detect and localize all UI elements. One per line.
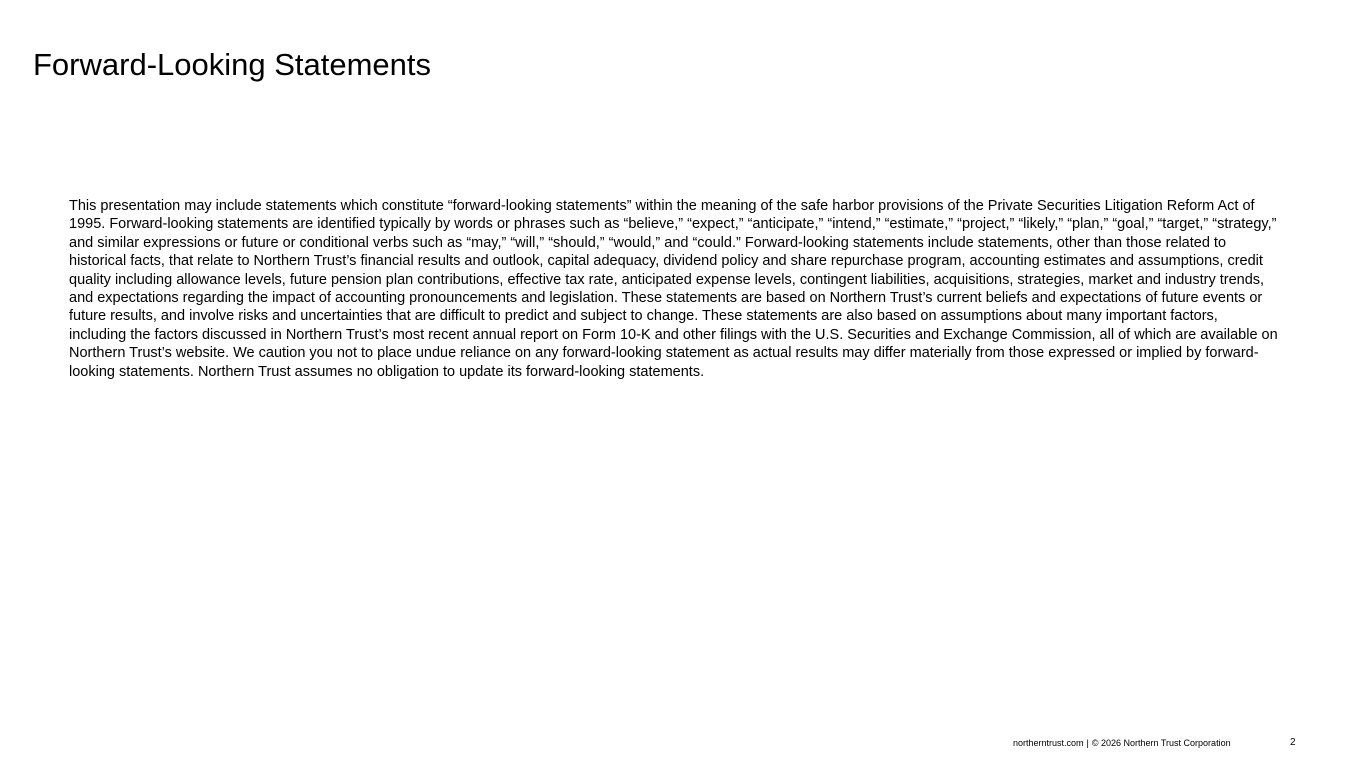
page-number: 2 <box>1290 737 1296 748</box>
footer-separator: | <box>1086 738 1089 748</box>
footer <box>1013 736 1333 750</box>
footer-website: northerntrust.com <box>1013 738 1084 748</box>
slide-title: Forward-Looking Statements <box>33 47 432 82</box>
footer-copyright: © 2026 Northern Trust Corporation <box>1091 738 1231 748</box>
forward-looking-statement-text: This presentation may include statements which constitute “forward-looking statements” within the meaning of the safe harbor provisions of the Private Securities Litigation Reform Act of 1995. Forward-looking statements are identified typically by words or phrases such as “believe,” “expect,” “anticipate,” “intend,” “estimate,” “project,” “likely,” “plan,” “goal,” “target,” “strategy,” and similar expressions or future or conditional verbs such as “may,” “will,” “should,” “would,” and “could.” Forward-looking statements include statements, other than those related to historical facts, that relate to Northern Trust’s financial results and outlook, capital adequacy, dividend policy and share repurchase program, accounting estimates and assumptions, credit quality including allowance levels, future pension plan contributions, effective tax rate, anticipated expense levels, contingent liabilities, acquisitions, strategies, market and industry trends, and expectations regarding the impact of accounting pronouncements and legislation. These statements are based on Northern Trust’s current beliefs and expectations of future events or future results, and involve risks and uncertainties that are difficult to predict and subject to change. These statements are also based on assumptions about many important factors, including the factors discussed in Northern Trust’s most recent annual report on Form 10-K and other filings with the U.S. Securities and Exchange Commission, all of which are available on Northern Trust’s website. We caution you not to place undue reliance on any forward-looking statement as actual results may differ materially from those expressed or implied by forward-looking statements. Northern Trust assumes no obligation to update its forward-looking statements. <box>69 198 1278 380</box>
